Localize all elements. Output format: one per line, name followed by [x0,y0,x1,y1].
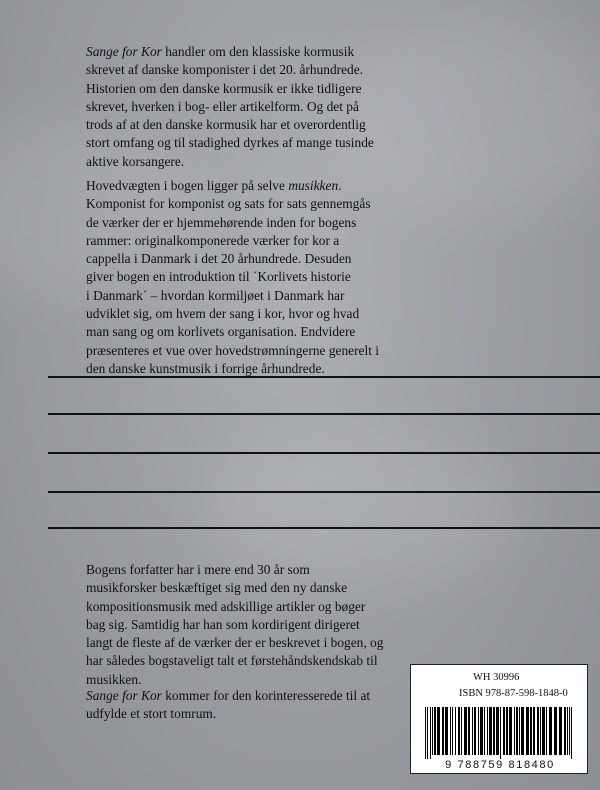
text-line [86,195,522,213]
barcode-bar [432,707,433,755]
text-line [86,305,522,323]
barcode-bar [533,707,535,755]
text-line [86,98,522,116]
text-line [86,342,522,360]
barcode-bar [478,707,479,755]
body-text: Komponist for komponist og sats for sats gennemgås [86,196,371,212]
text-line [86,616,522,634]
body-text: man sang og om korlivets organisation. Endvidere [86,324,356,340]
barcode-bar [519,707,520,755]
barcode-bar [530,707,532,755]
body-text: musikforsker beskæftiget sig med den ny danske [86,580,348,596]
barcode-bar [458,707,460,755]
barcode-bar [500,707,501,759]
body-text: giver bogen en introduktion til ´Korlivets historie [86,269,351,285]
body-text: udfylde et stort tomrum. [86,706,217,722]
text-line [86,153,522,171]
barcode-bar [537,707,539,755]
barcode-bar [549,707,552,755]
barcode-bar [516,707,518,755]
barcode-digits: 9 788759 818480 [445,759,555,771]
barcode-bar [521,707,524,755]
body-text: præsenteres et vue over hovedstrømningerne generelt i [86,342,380,358]
text-line [86,598,522,616]
text-line [86,177,522,195]
staff-line-2 [48,413,600,415]
barcode-icon [425,707,575,759]
body-text: Hovedvægten i bogen ligger på selve [86,178,289,193]
barcode-bar [540,707,541,755]
italic-text: Sange for Kor [86,688,162,703]
text-line [86,634,522,652]
barcode-bar [564,707,566,755]
content-paragraph [86,177,522,378]
barcode-bar [445,707,448,755]
text-line [86,134,522,152]
body-text: i Danmark´ – hvordan kormiljøet i Danmark har [86,287,345,303]
barcode-bar [474,707,476,755]
barcode-bar [493,707,495,755]
text-line [86,561,522,579]
body-text: har således bogstaveligt talt et førstehåndskendskab til [86,653,378,669]
barcode-bar [526,707,529,755]
body-text: udviklet sig, om hvem der sang i kor, hvor og hvad [86,306,360,322]
barcode-bar [506,707,508,755]
barcode-bar [442,707,444,755]
body-text: aktive korsangere. [86,153,185,169]
text-line [86,250,522,268]
body-text: musikken. [86,671,142,687]
body-text: Historien om den danske kormusik er ikke tidligere [86,80,362,96]
italic-text: musikken [288,178,339,193]
staff-line-5 [48,527,600,529]
body-text: den danske kunstmusik i forrige århundrede. [86,360,325,376]
barcode-bar [554,707,557,755]
body-text: kommer for den korinteresserede til at [161,688,371,703]
barcode-bar [509,707,512,755]
text-line [86,214,522,232]
barcode-bar [455,707,456,755]
barcode-bar [571,707,572,759]
barcode-bar [487,707,488,755]
text-line [86,116,522,134]
barcode-bar [452,707,453,755]
text-line [86,323,522,341]
body-text: . [338,178,342,193]
body-text: Bogens forfatter har i mere end 30 år som [86,562,310,577]
text-line [86,43,522,61]
text-line [86,61,522,79]
barcode-bar [569,707,570,755]
barcode-bar [437,707,440,755]
barcode-box [410,664,588,774]
text-line [86,579,522,597]
barcode-bar [496,707,499,755]
barcode-bar [427,707,428,759]
barcode-bar [514,707,515,755]
body-text: trods af at den danske kormusik har et overordentlig [86,117,366,133]
barcode-bar [503,707,505,755]
text-line [86,80,522,98]
catalog-number: WH 30996 [473,672,520,683]
body-text: langt de fleste af de værker der er beskrevet i bogen, og [86,635,384,651]
text-line [86,287,522,305]
body-text: handler om den klassiske kormusik [161,44,355,59]
barcode-bar [567,707,568,755]
barcode-bar [542,707,545,755]
barcode-bar [546,707,547,755]
barcode-bar [430,707,431,759]
staff-line-4 [48,491,600,493]
body-text: stort omfang og til stadighed dyrkes af mange tusinde [86,135,374,151]
body-text: skrevet, hverken i bog- eller artikelform. Og det på [86,98,359,114]
barcode-bar [461,707,462,755]
body-text: kompositionsmusik med adskillige artikler og bøger [86,598,366,614]
body-text: skrevet af danske komponister i det 20. århundrede. [86,62,364,78]
text-line [86,268,522,286]
barcode-bar [480,707,483,755]
italic-text: Sange for Kor [86,44,162,59]
body-text: bag sig. Samtidig har han som kordirigent dirigeret [86,616,360,632]
barcode-bar [450,707,451,755]
body-text: rammer: originalkomponerede værker for kor a [86,232,340,248]
barcode-bar [434,707,436,755]
isbn-number: ISBN 978-87-598-1848-0 [459,688,568,699]
body-text: de værker der er hjemmehørende inden for bogens [86,214,357,230]
barcode-bar [464,707,467,755]
body-text: cappella i Danmark i det 20 århundrede. Desuden [86,251,352,267]
barcode-bar [484,707,485,755]
barcode-bar [468,707,470,755]
staff-line-3 [48,452,600,454]
intro-paragraph [86,43,522,171]
barcode-bar [472,707,473,755]
staff-line-1 [48,376,600,378]
barcode-bar [559,707,562,755]
text-line [86,232,522,250]
barcode-bar [489,707,492,755]
barcode-bar [425,707,426,759]
